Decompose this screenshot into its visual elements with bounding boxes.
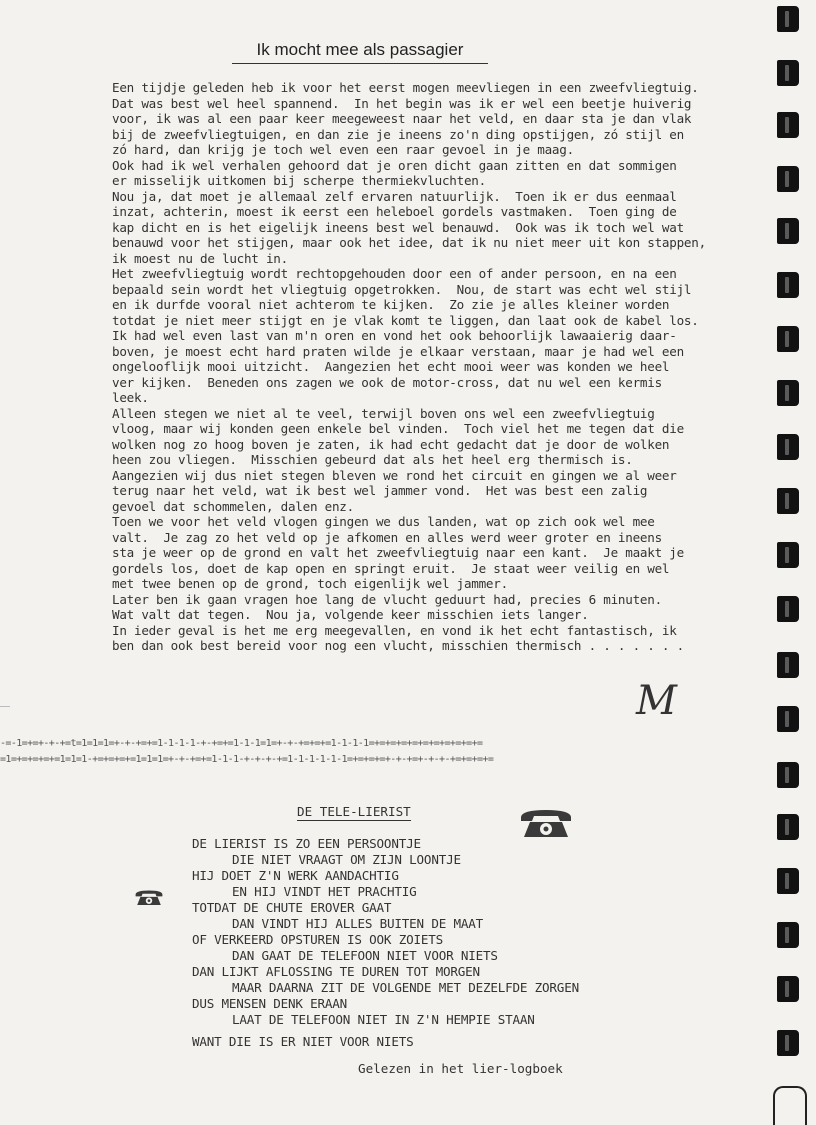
author-signature: M (636, 678, 677, 724)
binding-ring-icon (777, 60, 799, 86)
poem-line: DUS MENSEN DENK ERAAN (192, 996, 348, 1011)
binding-ring-icon (777, 112, 799, 138)
binding-ring-icon (777, 976, 799, 1002)
binding-ring-icon (777, 380, 799, 406)
section-divider-line-2: =1=+=+=+=+=1=1=1-+=+=+=+=1=1=1=+-+-+=+=1-1-1-+-+-+-+=1-1-1-1-1-1=+=+=+=+-+-+=+-+-+-+=+=+=+= (0, 754, 494, 765)
binding-ring-icon (777, 6, 799, 32)
binding-ring-icon (777, 326, 799, 352)
spiral-binding (773, 0, 816, 1123)
binding-ring-icon (777, 652, 799, 678)
binding-ring-icon (777, 814, 799, 840)
poem-line: DAN VINDT HIJ ALLES BUITEN DE MAAT (232, 916, 483, 931)
binding-ring-icon (777, 922, 799, 948)
binding-ring-icon (777, 706, 799, 732)
binding-ring-icon (777, 488, 799, 514)
poem-line: DIE NIET VRAAGT OM ZIJN LOONTJE (232, 852, 461, 867)
binding-ring-icon (777, 434, 799, 460)
telephone-small-icon (134, 888, 164, 908)
poem-line: DAN GAAT DE TELEFOON NIET VOOR NIETS (232, 948, 498, 963)
poem-line: OF VERKEERD OPSTUREN IS OOK ZOIETS (192, 932, 443, 947)
poem-line: DE LIERIST IS ZO EEN PERSOONTJE (192, 836, 421, 851)
poem-line: TOTDAT DE CHUTE EROVER GAAT (192, 900, 392, 915)
poem-credit: Gelezen in het lier-logboek (358, 1061, 563, 1076)
poem-line: EN HIJ VINDT HET PRACHTIG (232, 884, 417, 899)
binding-ring-icon (777, 868, 799, 894)
binding-ring-icon (777, 596, 799, 622)
article-body: Een tijdje geleden heb ik voor het eerst mogen meevliegen in een zweefvliegtuig. Dat was best wel heel spannend. In het begin was ik er wel een beetje huiverig voor, ik was al een paar keer meegeweest naar het veld, en daar sta je dan vlak bij de zweefvliegtuigen, en dan zie je ineens zo'n ding opstijgen, zó stijl en zó hard, dan krijg je toch wel even een raar gevoel in je maag. Ook had ik wel verhalen gehoord dat je oren dicht gaan zitten en dat sommigen er misselijk uitkomen bij scherpe thermiekvluchten. Nou ja, dat moet je allemaal zelf ervaren natuurlijk. Toen ik er dus eenmaal inzat, achterin, moest ik eerst een heleboel gordels vastmaken. Toen ging de kap dicht en is het eigelijk ineens best wel benauwd. Ook was ik toch wel wat benauwd voor het stijgen, maar ook het idee, dat ik nu niet meer uit kon stappen, ik moest nu de lucht in. Het zweefvliegtuig wordt rechtopgehouden door een of ander persoon, en na een bepaald sein wordt het vliegtuig opgetrokken. Nou, de start was echt wel stijl en ik durfde vooral niet achterom te kijken. Zo zie je alles kleiner worden totdat je niet meer stijgt en je vlak komt te liggen, dan laat ook de kabel los. Ik had wel even last van m'n oren en vond het ook behoorlijk lawaaierig daar- boven, je moest echt hard praten wilde je elkaar verstaan, maar je had wel een ongelooflijk mooi uitzicht. Aangezien het echt mooi weer was konden we heel ver kijken. Beneden ons zagen we ook de motor-cross, dat nu wel een kermis leek. Alleen stegen we niet al te veel, terwijl boven ons wel een zweefvliegtuig vloog, maar wij konden geen enkele bel vinden. Toch viel het me tegen dat die wolken nog zo hoog boven je zaten, ik had echt gedacht dat je door de wolken heen zou vliegen. Misschien gebeurd dat als het heel erg thermisch is. Aangezien wij dus niet stegen bleven we rond het circuit en gingen we al weer terug naar het veld, wat ik best wel jammer vond. Het was best een zalig gevoel dat schommelen, dalen enz. Toen we voor het veld vlogen gingen we dus landen, wat op zich ook wel mee valt. Je zag zo het veld op je afkomen en alles werd weer groter en ineens sta je weer op de grond en valt het zweefvliegtuig naar een kant. Je maakt je gordels los, doet de kap open en springt eruit. Je staat weer veilig en wel met twee benen op de grond, toch eigenlijk wel jammer. Later ben ik gaan vragen hoe lang de vlucht geduurt had, precies 6 minuten. Wat valt dat tegen. Nou ja, volgende keer misschien iets langer. In ieder geval is het me erg meegevallen, en vond ik het echt fantastisch, ik ben dan ook best bereid voor nog een vlucht, misschien thermisch . . . . . . . (112, 80, 706, 653)
poem-line: WANT DIE IS ER NIET VOOR NIETS (192, 1034, 414, 1049)
section-divider-line-1: -=-1=+=+-+-+=t=1=1=1=+-+-+=+=1-1-1-1-+-+=+=1-1-1=1=+-+-+=+=+=1-1-1-1=+=+=+=+=+=+=+=+=+=+= (0, 738, 483, 749)
binding-ring-icon (777, 1030, 799, 1056)
binding-ring-icon (777, 272, 799, 298)
poem-line: DAN LIJKT AFLOSSING TE DUREN TOT MORGEN (192, 964, 480, 979)
poem-title: DE TELE-LIERIST (297, 804, 411, 819)
article-title: Ik mocht mee als passagier (232, 40, 488, 64)
binding-ring-icon (777, 166, 799, 192)
poem-line: MAAR DAARNA ZIT DE VOLGENDE MET DEZELFDE ZORGEN (232, 980, 579, 995)
binding-ring-open-icon (773, 1086, 807, 1125)
binding-ring-icon (777, 218, 799, 244)
binding-ring-icon (777, 542, 799, 568)
binding-ring-icon (777, 762, 799, 788)
poem-line: LAAT DE TELEFOON NIET IN Z'N HEMPIE STAAN (232, 1012, 535, 1027)
poem-body (192, 836, 672, 1050)
poem-line: HIJ DOET Z'N WERK AANDACHTIG (192, 868, 399, 883)
